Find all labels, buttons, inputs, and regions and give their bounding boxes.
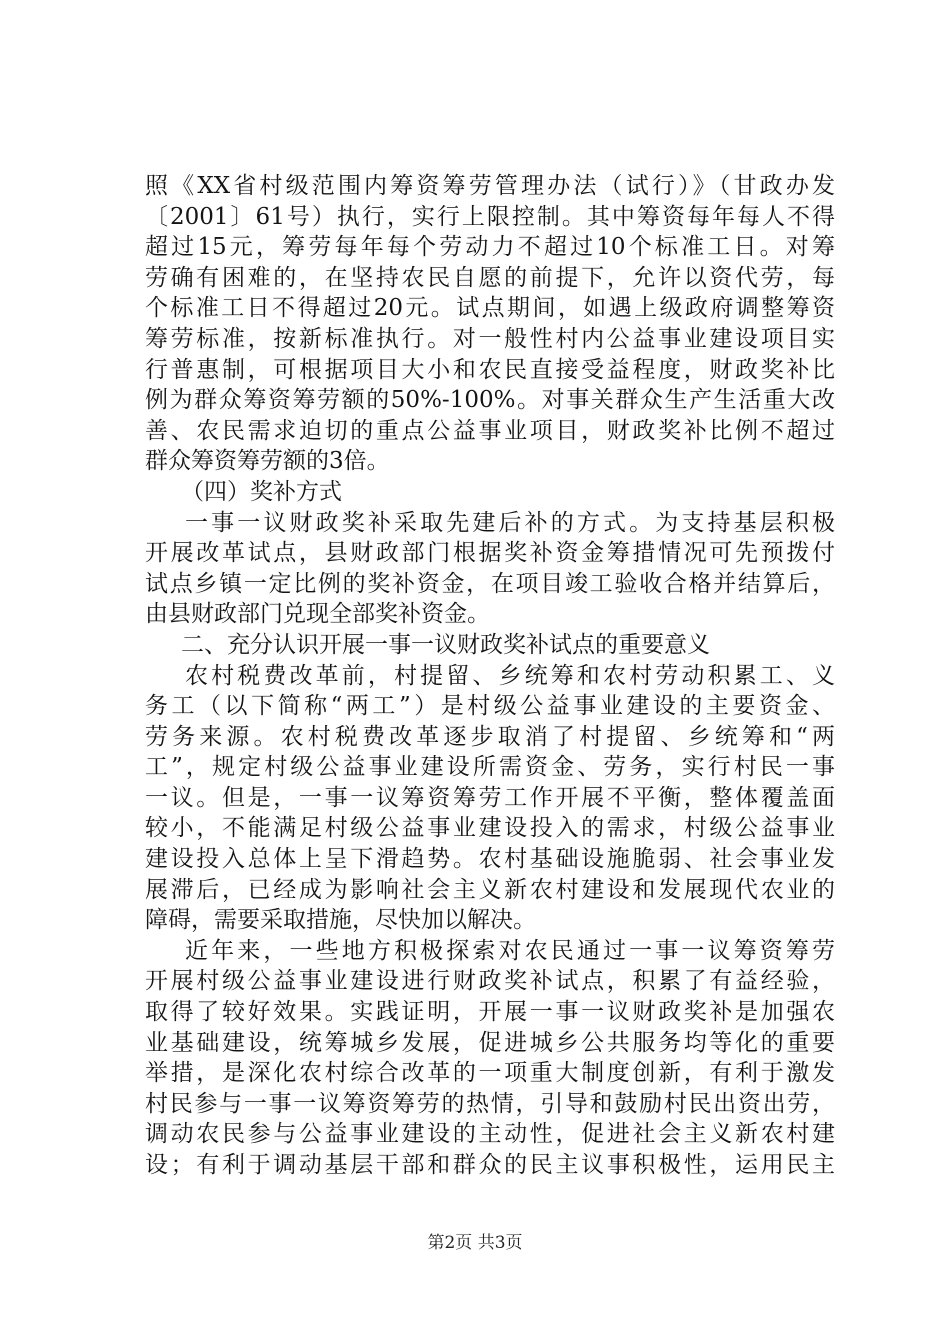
text-line: 较小，不能满足村级公益事业建设投入的需求，村级公益事业	[145, 815, 835, 842]
text-line: 建设投入总体上呈下滑趋势。农村基础设施脆弱、社会事业发	[145, 846, 835, 873]
section-heading: （四）奖补方式	[181, 478, 342, 505]
page-number-footer: 第2页 共3页	[427, 1233, 523, 1253]
text-line: 村民参与一事一议筹资筹劳的热情，引导和鼓励村民出资出劳，	[145, 1090, 835, 1117]
text-line: 取得了较好效果。实践证明，开展一事一议财政奖补是加强农	[145, 999, 835, 1026]
text-line: 由县财政部门兑现全部奖补资金。	[145, 601, 490, 628]
text-line: 工”，规定村级公益事业建设所需资金、劳务，实行村民一事	[145, 754, 835, 781]
text-line: 开展村级公益事业建设进行财政奖补试点，积累了有益经验，	[145, 968, 835, 995]
document-body	[145, 171, 835, 1181]
text-line: 设；有利于调动基层干部和群众的民主议事积极性，运用民主	[145, 1152, 835, 1178]
text-line: 务工（以下简称“两工”）是村级公益事业建设的主要资金、	[145, 693, 835, 720]
text-line: 行普惠制，可根据项目大小和农民直接受益程度，财政奖补比	[145, 356, 835, 383]
text-line: 一议。但是，一事一议筹资筹劳工作开展不平衡，整体覆盖面	[145, 784, 835, 811]
text-line: 障碍，需要采取措施，尽快加以解决。	[145, 907, 536, 934]
text-line: 近年来，一些地方积极探索对农民通过一事一议筹资筹劳	[185, 937, 835, 964]
text-line: 劳务来源。农村税费改革逐步取消了村提留、乡统筹和“两	[145, 723, 835, 750]
text-line: 善、农民需求迫切的重点公益事业项目，财政奖补比例不超过	[145, 417, 835, 444]
text-line: 农村税费改革前，村提留、乡统筹和农村劳动积累工、义	[185, 662, 835, 689]
text-line: 超过15元，筹劳每年每个劳动力不超过10个标准工日。对筹	[145, 234, 835, 261]
text-line: 调动农民参与公益事业建设的主动性，促进社会主义新农村建	[145, 1121, 835, 1148]
text-line: 业基础建设，统筹城乡发展，促进城乡公共服务均等化的重要	[145, 1029, 835, 1056]
text-line: 试点乡镇一定比例的奖补资金，在项目竣工验收合格并结算后，	[145, 570, 835, 597]
text-line: 群众筹资筹劳额的3倍。	[145, 448, 390, 475]
text-line: 一事一议财政奖补采取先建后补的方式。为支持基层积极	[185, 509, 835, 536]
text-line: 个标准工日不得超过20元。试点期间，如遇上级政府调整筹资	[145, 295, 835, 322]
text-line: 〔2001〕61号）执行，实行上限控制。其中筹资每年每人不得	[145, 203, 835, 230]
text-line: 举措，是深化农村综合改革的一项重大制度创新，有利于激发	[145, 1060, 835, 1087]
text-line: 筹劳标准，按新标准执行。对一般性村内公益事业建设项目实	[145, 325, 835, 352]
text-line: 开展改革试点，县财政部门根据奖补资金筹措情况可先预拨付	[145, 540, 835, 567]
text-line: 照《XX省村级范围内筹资筹劳管理办法（试行）》（甘政办发	[145, 173, 835, 199]
section-heading: 二、充分认识开展一事一议财政奖补试点的重要意义	[181, 631, 710, 658]
text-line: 劳确有困难的，在坚持农民自愿的前提下，允许以资代劳，每	[145, 264, 835, 291]
text-line: 例为群众筹资筹劳额的50%-100%。对事关群众生产生活重大改	[145, 387, 835, 414]
text-line: 展滞后，已经成为影响社会主义新农村建设和发展现代农业的	[145, 876, 835, 903]
